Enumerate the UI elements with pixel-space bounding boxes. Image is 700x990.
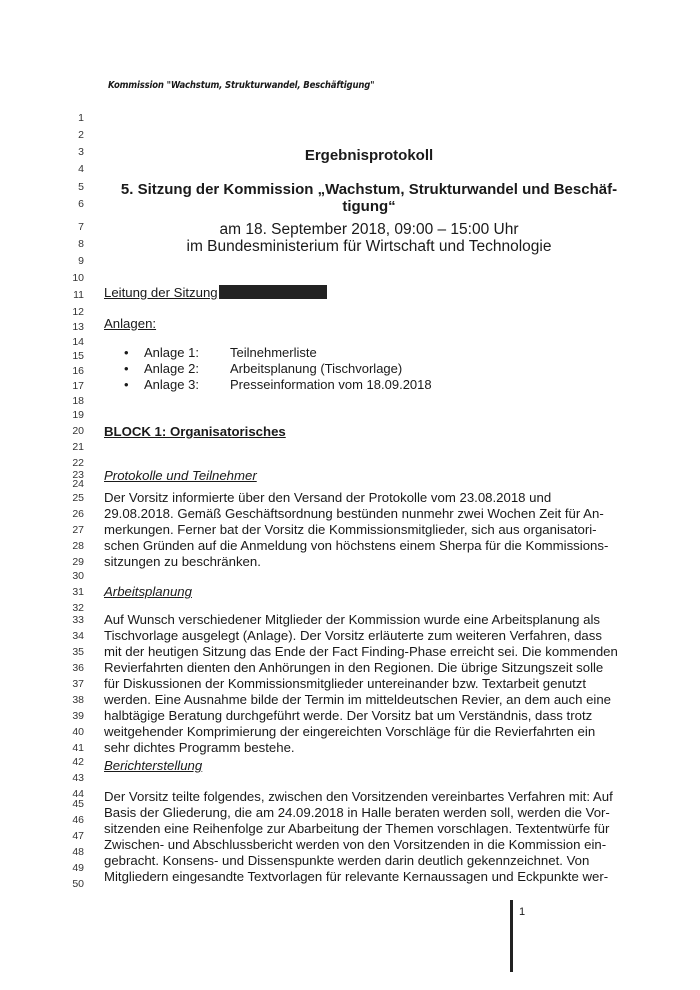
paragraph-line: weitgehender Komprimierung der eingereichten Vorschläge für die Revierfahrten ein xyxy=(104,724,596,739)
paragraph-line: gebracht. Konsens- und Dissenspunkte werden darin deutlich gekennzeichnet. Von xyxy=(104,853,590,868)
line-number: 37 xyxy=(72,678,84,690)
anlage-label: Anlage 2: xyxy=(144,361,199,376)
line-number: 38 xyxy=(72,694,84,706)
paragraph-line: Der Vorsitz informierte über den Versand der Protokolle vom 23.08.2018 und xyxy=(104,490,552,505)
line-number: 12 xyxy=(72,306,84,318)
line-number: 26 xyxy=(72,508,84,520)
anlage-label: Anlage 1: xyxy=(144,345,199,360)
paragraph-line: halbtägige Beratung durchgeführt werde. Der Vorsitz bat um Verständnis, dass trotz xyxy=(104,708,593,723)
paragraph-line: schen Gründen auf die Anmeldung von höchstens einem Sherpa für die Kommissions- xyxy=(104,538,609,553)
paragraph-line: mit der heutigen Sitzung das Ende der Fact Finding-Phase erreicht sei. Die kommenden xyxy=(104,644,618,659)
bullet-icon: • xyxy=(124,377,129,392)
line-number: 29 xyxy=(72,556,84,568)
anlage-text: Arbeitsplanung (Tischvorlage) xyxy=(230,361,403,376)
line-number: 34 xyxy=(72,630,84,642)
line-number: 6 xyxy=(78,198,84,210)
line-number: 42 xyxy=(72,756,84,768)
paragraph-line: 29.08.2018. Gemäß Geschäftsordnung bestünden nunmehr zwei Wochen Zeit für An- xyxy=(104,506,604,521)
line-number: 2 xyxy=(78,129,84,141)
line-number: 1 xyxy=(78,112,84,124)
line-number: 10 xyxy=(72,272,84,284)
line-number: 16 xyxy=(72,365,84,377)
paragraph-line: Zwischen- und Abschlussbericht werden von den Vorsitzenden in die Kommission ein- xyxy=(104,837,607,852)
line-number: 19 xyxy=(72,409,84,421)
line-number: 5 xyxy=(78,181,84,193)
line-number: 28 xyxy=(72,540,84,552)
paragraph-line: für Diskussionen der Kommissionsmitglieder untereinander bzw. Textarbeit genutzt xyxy=(104,676,587,691)
paragraph-line: Mitgliedern eingesandte Textvorlagen für relevante Kernaussagen und Eckpunkte wer- xyxy=(104,869,609,884)
section-heading-arbeitsplanung: Arbeitsplanung xyxy=(104,584,192,599)
line-number: 17 xyxy=(72,380,84,392)
line-number: 31 xyxy=(72,586,84,598)
bullet-icon: • xyxy=(124,345,129,360)
date-line: am 18. September 2018, 09:00 – 15:00 Uhr xyxy=(219,221,519,238)
document-title: Ergebnisprotokoll xyxy=(304,147,434,164)
leitung-line xyxy=(104,285,327,301)
anlage-label: Anlage 3: xyxy=(144,377,199,392)
paragraph-line: Revierfahrten dienten den Anhörungen in den Regionen. Die übrige Sitzungszeit solle xyxy=(104,660,604,675)
paragraph-line: sehr dichtes Programm bestehe. xyxy=(104,740,295,755)
paragraph-line: Tischvorlage ausgelegt (Anlage). Der Vorsitz erläuterte zum weiteren Verfahren, dass xyxy=(104,628,602,643)
line-number: 4 xyxy=(78,163,84,175)
line-number: 46 xyxy=(72,814,84,826)
block-heading: BLOCK 1: Organisatorisches xyxy=(104,424,286,439)
paragraph-line: werden. Eine Ausnahme bilde der Termin im mitteldeutschen Revier, an dem auch eine xyxy=(104,692,612,707)
line-number: 41 xyxy=(72,742,84,754)
line-number: 7 xyxy=(78,221,84,233)
session-title-line2: tigung“ xyxy=(342,198,396,215)
section-heading-berichterstellung: Berichterstellung xyxy=(104,758,203,773)
line-number: 15 xyxy=(72,350,84,362)
anlage-text: Presseinformation vom 18.09.2018 xyxy=(230,377,432,392)
line-number: 36 xyxy=(72,662,84,674)
anlagen-label: Anlagen: xyxy=(104,316,157,331)
line-number: 50 xyxy=(72,878,84,890)
line-number: 22 xyxy=(72,457,84,469)
paragraph-line: merkungen. Ferner bat der Vorsitz die Kommissionsmitglieder, sich aus organisatori- xyxy=(104,522,597,537)
line-number: 49 xyxy=(72,862,84,874)
session-title-line1: 5. Sitzung der Kommission „Wachstum, Strukturwandel und Beschäf- xyxy=(120,181,618,198)
line-number: 27 xyxy=(72,524,84,536)
page-number: 1 xyxy=(519,906,526,918)
place-line: im Bundesministerium für Wirtschaft und Technologie xyxy=(186,238,552,255)
line-number: 14 xyxy=(72,336,84,348)
line-number: 43 xyxy=(72,772,84,784)
line-number: 35 xyxy=(72,646,84,658)
section-heading-protokolle: Protokolle und Teilnehmer xyxy=(104,468,257,483)
paragraph-line: Auf Wunsch verschiedener Mitglieder der Kommission wurde eine Arbeitsplanung als xyxy=(104,612,601,627)
paragraph-line: sitzenden eine Reihenfolge zur Abarbeitung der Themen vorschlagen. Textentwürfe für xyxy=(104,821,610,836)
paragraph-line: Basis der Gliederung, die am 24.09.2018 in Halle beraten werden soll, werden die Vor- xyxy=(104,805,610,820)
line-number: 47 xyxy=(72,830,84,842)
line-number: 33 xyxy=(72,614,84,626)
line-number: 39 xyxy=(72,710,84,722)
line-number: 45 xyxy=(72,798,84,810)
line-number: 23 xyxy=(72,469,84,481)
paragraph-line: Der Vorsitz teilte folgendes, zwischen den Vorsitzenden vereinbartes Verfahren mit: Auf xyxy=(104,789,613,804)
line-number: 32 xyxy=(72,602,84,614)
line-number: 30 xyxy=(72,570,84,582)
bullet-icon: • xyxy=(124,361,129,376)
line-number: 20 xyxy=(72,425,84,437)
line-number: 48 xyxy=(72,846,84,858)
line-number: 21 xyxy=(72,441,84,453)
line-number: 3 xyxy=(78,146,84,158)
line-number: 9 xyxy=(78,255,84,267)
line-number: 25 xyxy=(72,492,84,504)
line-number: 18 xyxy=(72,395,84,407)
anlage-text: Teilnehmerliste xyxy=(230,345,317,360)
paragraph-line: sitzungen zu beschränken. xyxy=(104,554,261,569)
line-number: 40 xyxy=(72,726,84,738)
line-number: 11 xyxy=(73,289,84,301)
line-number: 13 xyxy=(72,321,84,333)
margin-bar xyxy=(510,900,513,972)
header-note: Kommission "Wachstum, Strukturwandel, Beschäftigung" xyxy=(108,80,375,91)
line-number: 8 xyxy=(78,238,84,250)
leitung-label: Leitung der Sitzung xyxy=(104,285,218,300)
redaction-bar xyxy=(219,285,327,299)
line-number: 24 xyxy=(72,478,84,490)
line-number: 44 xyxy=(72,788,84,800)
